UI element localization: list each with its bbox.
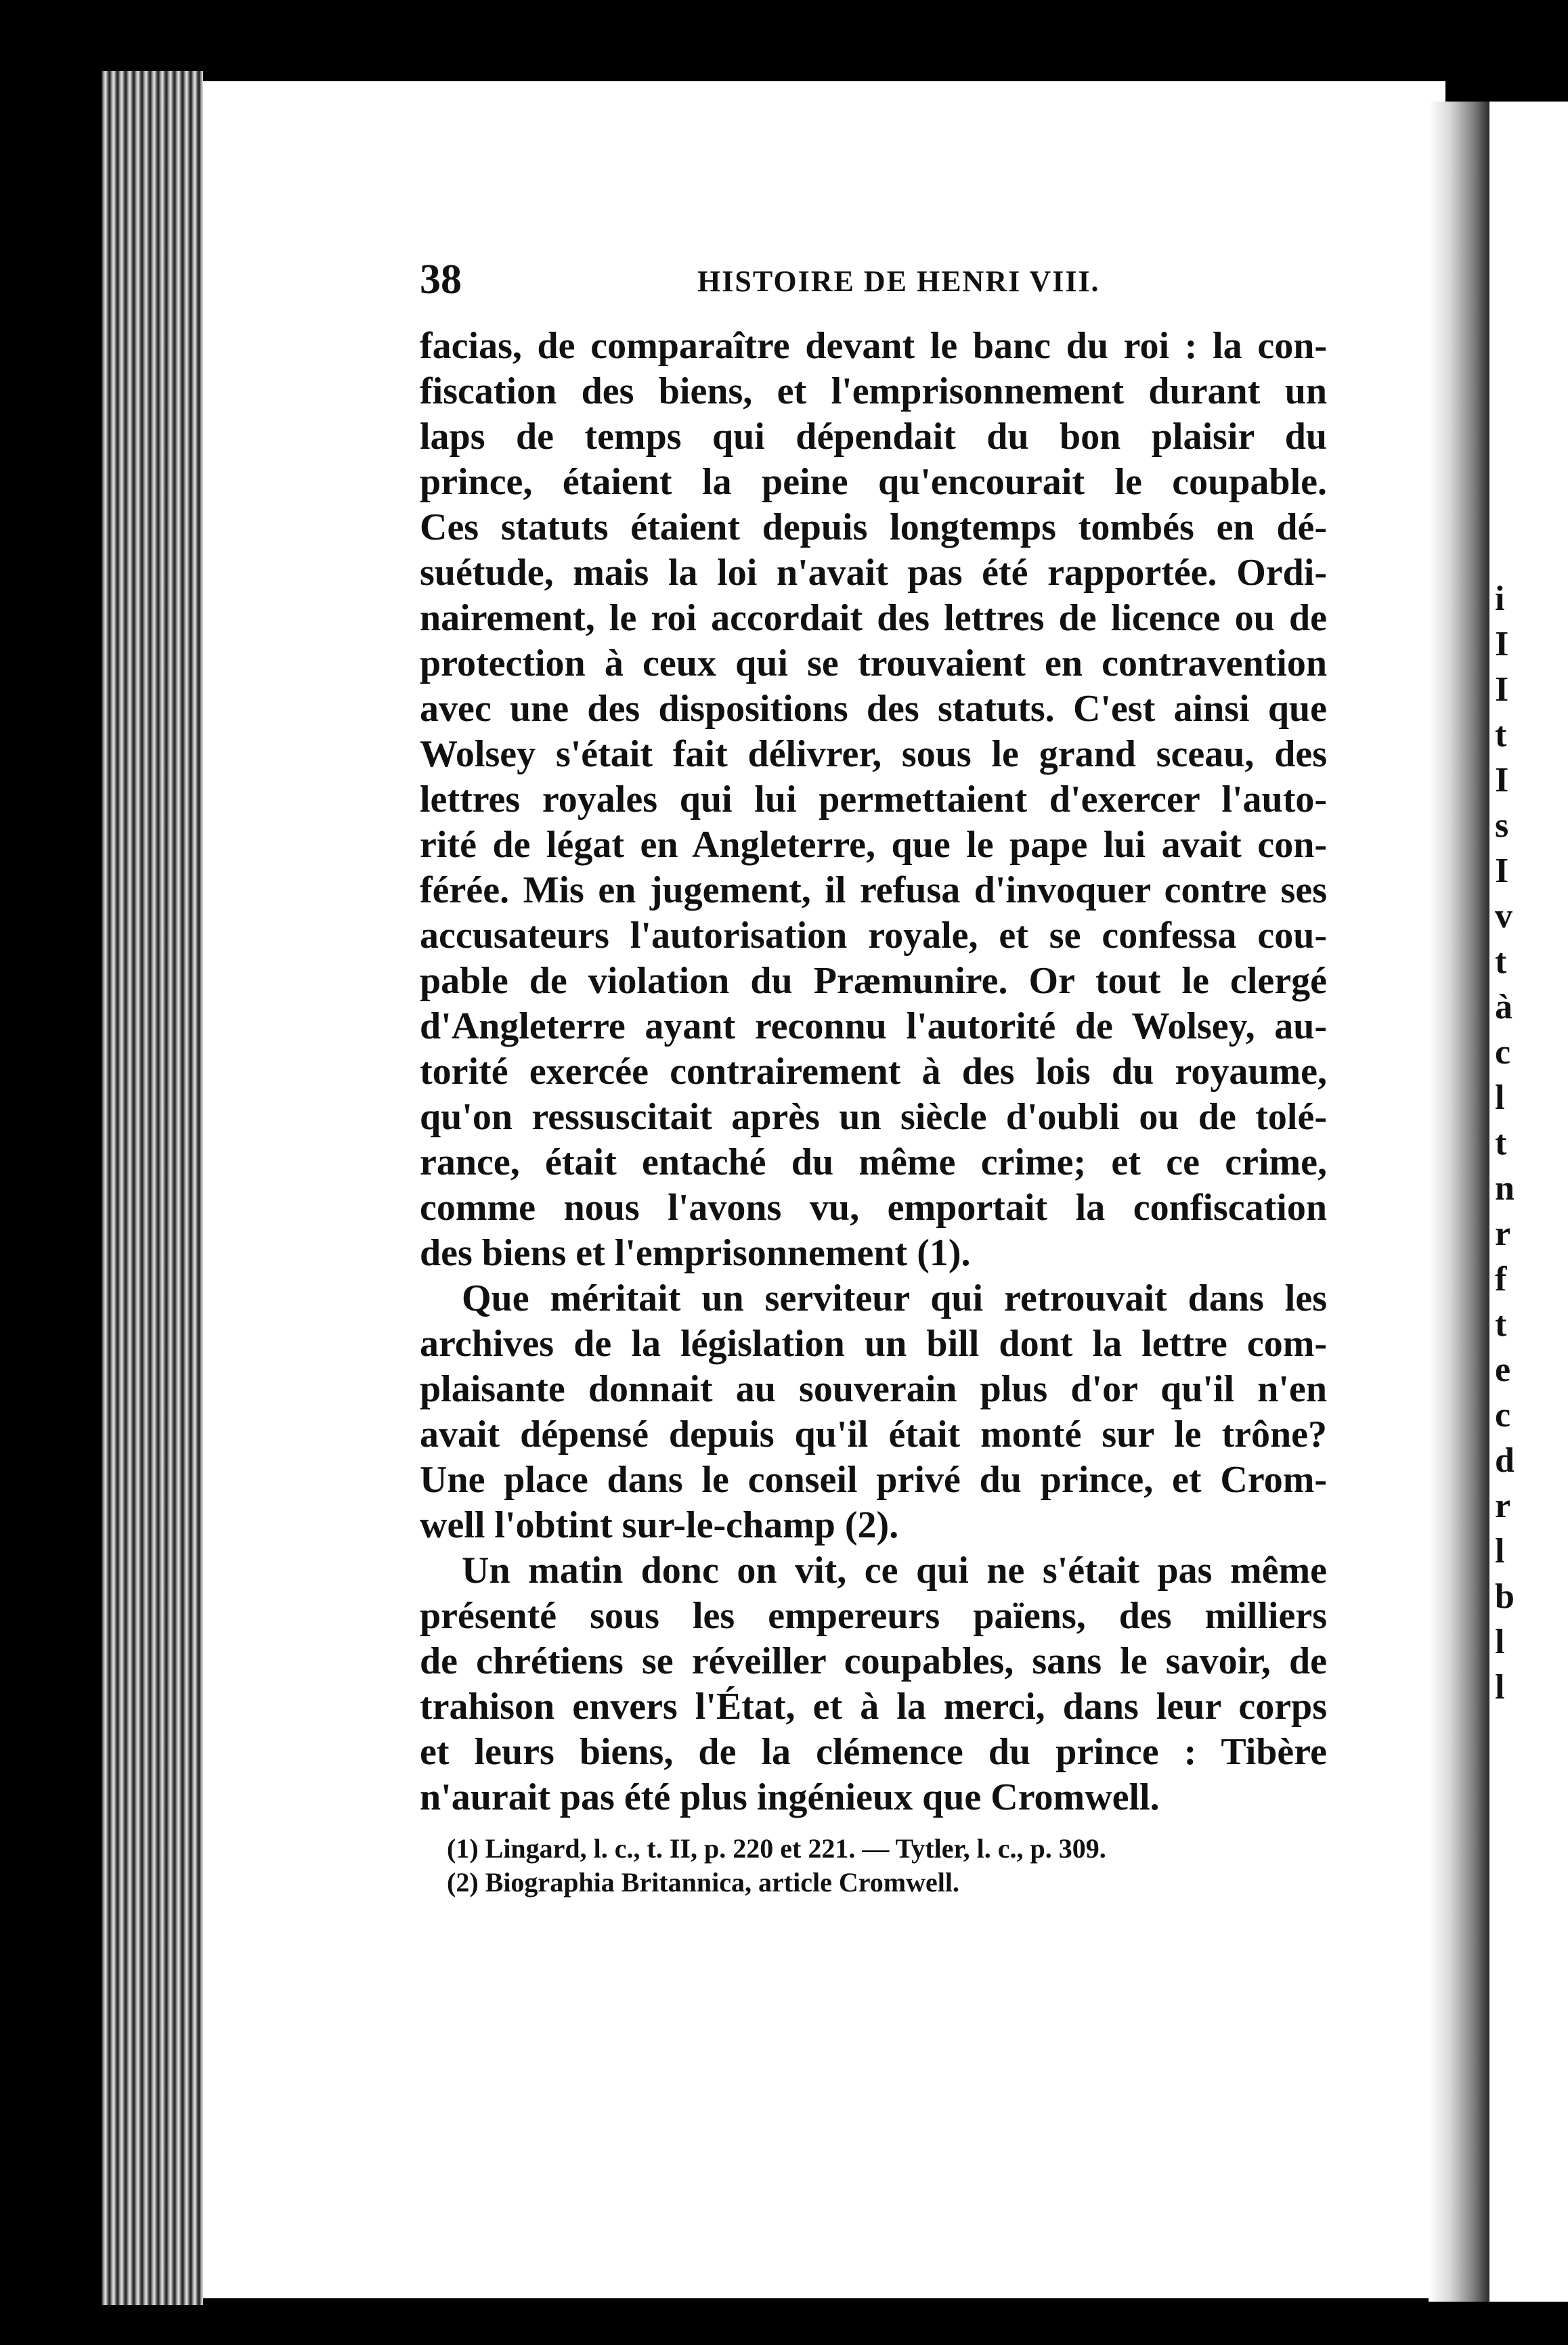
text-line: Ces statuts étaient depuis longtemps tombés en dé- — [420, 506, 1327, 548]
next-page-letter: e — [1495, 1351, 1511, 1389]
text-line: Un matin donc on vit, ce qui ne s'était pas même — [462, 1550, 1327, 1592]
footnote-2: (2) Biographia Britannica, article Cromwell. — [447, 1867, 959, 1898]
next-page-letter: I — [1495, 852, 1509, 890]
text-line: d'Angleterre ayant reconnu l'autorité de Wolsey, au- — [420, 1005, 1327, 1047]
next-page-letter: c — [1495, 1396, 1511, 1434]
running-head — [420, 256, 1327, 303]
text-line: comme nous l'avons vu, emportait la confiscation — [420, 1187, 1327, 1229]
text-line: de chrétiens se réveiller coupables, sans le savoir, de — [420, 1640, 1327, 1682]
text-line: suétude, mais la loi n'avait pas été rapportée. Ordi- — [420, 552, 1327, 594]
next-page-letter: b — [1495, 1577, 1515, 1616]
text-line: rance, était entaché du même crime; et ce crime, — [420, 1141, 1327, 1183]
page-stack-edge — [102, 71, 203, 2305]
main-text — [420, 324, 1327, 1820]
binding-gutter — [1429, 102, 1489, 2302]
next-page-letter: l — [1495, 1668, 1505, 1707]
text-line: Wolsey s'était fait délivrer, sous le grand sceau, des — [420, 733, 1327, 775]
next-page-letter: t — [1495, 1124, 1507, 1162]
next-page-letter: f — [1495, 1260, 1507, 1298]
text-line: torité exercée contrairement à des lois du royaume, — [420, 1051, 1327, 1093]
next-page-letter: n — [1495, 1169, 1515, 1208]
text-line: des biens et l'emprisonnement (1). — [420, 1232, 971, 1274]
text-line: fiscation des biens, et l'emprisonnement durant un — [420, 370, 1327, 412]
text-line: et leurs biens, de la clémence du prince : Tibère — [420, 1731, 1327, 1773]
next-page-letter: l — [1495, 1078, 1505, 1117]
text-line: accusateurs l'autorisation royale, et se confessa cou- — [420, 915, 1327, 957]
header-title: HISTOIRE DE HENRI VIII. — [697, 265, 1100, 298]
next-page-letter: t — [1495, 1305, 1507, 1344]
text-line: Que méritait un serviteur qui retrouvait dans les — [462, 1277, 1327, 1319]
text-line: protection à ceux qui se trouvaient en contravention — [420, 642, 1327, 684]
text-line: présenté sous les empereurs païens, des milliers — [420, 1595, 1327, 1637]
text-line: laps de temps qui dépendait du bon plaisir du — [420, 416, 1327, 458]
next-page-edge — [1489, 102, 1568, 2302]
next-page-letter: r — [1495, 1487, 1511, 1525]
text-line: rité de légat en Angleterre, que le pape lui avait con- — [420, 824, 1327, 866]
next-page-letter: d — [1495, 1441, 1515, 1480]
text-line: férée. Mis en jugement, il refusa d'invoquer contre ses — [420, 869, 1327, 911]
next-page-letter: c — [1495, 1033, 1511, 1072]
footnote-1: (1) Lingard, l. c., t. II, p. 220 et 221. — Tytler, l. c., p. 309. — [447, 1833, 1106, 1864]
text-line: prince, étaient la peine qu'encourait le coupable. — [420, 461, 1327, 503]
text-line: well l'obtint sur-le-champ (2). — [420, 1504, 899, 1546]
text-line: avec une des dispositions des statuts. C'est ainsi que — [420, 688, 1327, 730]
next-page-letter: i — [1495, 579, 1505, 618]
next-page-letter: à — [1495, 988, 1512, 1026]
next-page-letter: t — [1495, 942, 1507, 981]
page-number: 38 — [420, 257, 462, 303]
text-line: plaisante donnait au souverain plus d'or qu'il n'en — [420, 1368, 1327, 1410]
text-line: Une place dans le conseil privé du prince, et Crom- — [420, 1459, 1327, 1501]
text-line: qu'on ressuscitait après un siècle d'oubli ou de tolé- — [420, 1096, 1327, 1138]
next-page-letter: t — [1495, 716, 1507, 754]
text-line: facias, de comparaître devant le banc du roi : la con- — [420, 325, 1327, 367]
next-page-letter: I — [1495, 625, 1509, 663]
next-page-letter: r — [1495, 1214, 1511, 1253]
next-page-letter: s — [1495, 806, 1509, 845]
next-page-letter: l — [1495, 1623, 1505, 1661]
footnotes — [447, 1832, 1327, 1900]
text-line: n'aurait pas été plus ingénieux que Cromwell. — [420, 1776, 1160, 1818]
text-line: archives de la législation un bill dont la lettre com- — [420, 1323, 1327, 1365]
text-line: avait dépensé depuis qu'il était monté sur le trône? — [420, 1413, 1327, 1455]
next-page-letter: v — [1495, 897, 1512, 936]
next-page-letter: I — [1495, 670, 1509, 709]
next-page-letter: I — [1495, 761, 1509, 799]
text-line: pable de violation du Præmunire. Or tout le clergé — [420, 960, 1327, 1002]
text-line: trahison envers l'État, et à la merci, dans leur corps — [420, 1686, 1327, 1728]
next-page-letter: l — [1495, 1532, 1505, 1571]
text-line: nairement, le roi accordait des lettres de licence ou de — [420, 597, 1327, 639]
text-line: lettres royales qui lui permettaient d'exercer l'auto- — [420, 779, 1327, 820]
